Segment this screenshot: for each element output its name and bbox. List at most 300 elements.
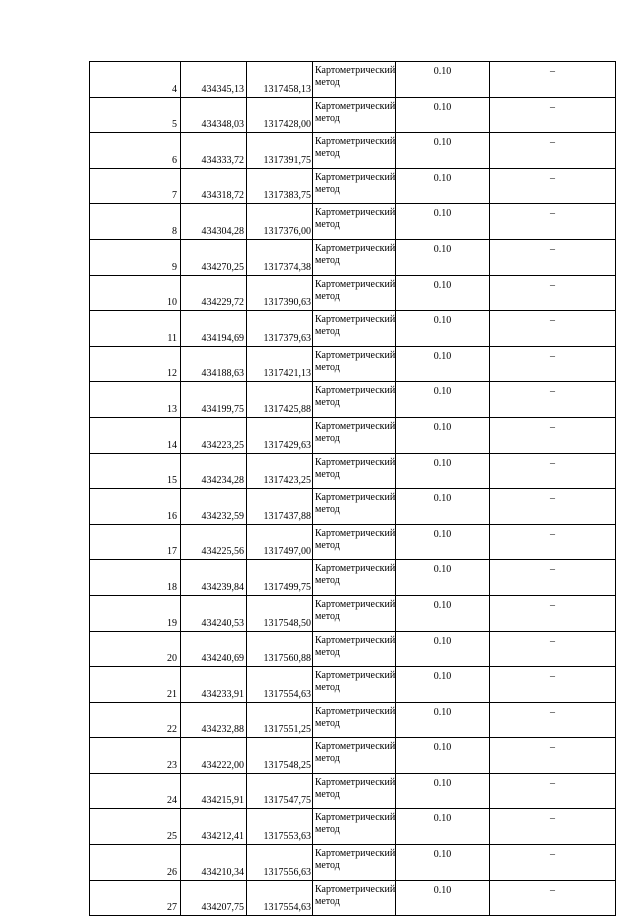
description-text: – xyxy=(550,101,555,113)
accuracy-cell xyxy=(396,239,490,275)
accuracy-text: 0.10 xyxy=(433,849,452,861)
x-coordinate-cell xyxy=(181,204,247,240)
method-cell xyxy=(313,738,396,774)
method-text: Картометрический метод xyxy=(315,848,396,872)
accuracy-text: 0.10 xyxy=(433,457,452,469)
coordinates-table-body xyxy=(90,62,616,916)
point-number-text: 11 xyxy=(167,332,177,344)
y-coordinate-text: 1317499,75 xyxy=(263,581,311,593)
method-cell xyxy=(313,702,396,738)
description-cell xyxy=(490,133,616,169)
accuracy-text: 0.10 xyxy=(433,208,452,220)
table-row xyxy=(90,97,616,133)
accuracy-text: 0.10 xyxy=(433,528,452,540)
accuracy-cell xyxy=(396,880,490,916)
point-number-cell xyxy=(90,809,181,845)
point-number-cell xyxy=(90,595,181,631)
point-number-text: 21 xyxy=(167,688,177,700)
y-coordinate-cell xyxy=(247,382,313,418)
point-number-cell xyxy=(90,845,181,881)
accuracy-cell xyxy=(396,275,490,311)
x-coordinate-cell xyxy=(181,346,247,382)
y-coordinate-cell xyxy=(247,560,313,596)
method-cell xyxy=(313,880,396,916)
y-coordinate-cell xyxy=(247,311,313,347)
x-coordinate-text: 434207,75 xyxy=(201,902,244,914)
point-number-text: 9 xyxy=(172,261,177,273)
accuracy-text: 0.10 xyxy=(433,315,452,327)
method-text: Картометрический метод xyxy=(315,812,396,836)
x-coordinate-cell xyxy=(181,631,247,667)
y-coordinate-cell xyxy=(247,275,313,311)
y-coordinate-cell xyxy=(247,97,313,133)
y-coordinate-cell xyxy=(247,133,313,169)
y-coordinate-cell xyxy=(247,809,313,845)
method-text: Картометрический метод xyxy=(315,492,396,516)
point-number-cell xyxy=(90,453,181,489)
x-coordinate-cell xyxy=(181,453,247,489)
point-number-cell xyxy=(90,62,181,98)
point-number-cell xyxy=(90,417,181,453)
description-text: – xyxy=(550,599,555,611)
point-number-cell xyxy=(90,346,181,382)
y-coordinate-text: 1317551,25 xyxy=(263,724,311,736)
x-coordinate-text: 434345,13 xyxy=(201,83,244,95)
table-row xyxy=(90,239,616,275)
x-coordinate-cell xyxy=(181,489,247,525)
y-coordinate-cell xyxy=(247,702,313,738)
description-cell xyxy=(490,738,616,774)
x-coordinate-text: 434223,25 xyxy=(201,439,244,451)
method-cell xyxy=(313,809,396,845)
point-number-cell xyxy=(90,275,181,311)
point-number-text: 18 xyxy=(167,581,177,593)
accuracy-cell xyxy=(396,62,490,98)
point-number-text: 14 xyxy=(167,439,177,451)
y-coordinate-cell xyxy=(247,773,313,809)
accuracy-cell xyxy=(396,631,490,667)
method-text: Картометрический метод xyxy=(315,242,396,266)
accuracy-text: 0.10 xyxy=(433,599,452,611)
description-cell xyxy=(490,239,616,275)
y-coordinate-text: 1317548,25 xyxy=(263,759,311,771)
point-number-text: 23 xyxy=(167,759,177,771)
description-text: – xyxy=(550,635,555,647)
point-number-text: 16 xyxy=(167,510,177,522)
accuracy-cell xyxy=(396,97,490,133)
method-text: Картометрический метод xyxy=(315,349,396,373)
accuracy-cell xyxy=(396,773,490,809)
accuracy-cell xyxy=(396,809,490,845)
y-coordinate-cell xyxy=(247,880,313,916)
description-cell xyxy=(490,631,616,667)
description-text: – xyxy=(550,742,555,754)
accuracy-cell xyxy=(396,311,490,347)
point-number-cell xyxy=(90,631,181,667)
description-text: – xyxy=(550,279,555,291)
y-coordinate-text: 1317556,63 xyxy=(263,866,311,878)
x-coordinate-text: 434304,28 xyxy=(201,225,244,237)
method-text: Картометрический метод xyxy=(315,634,396,658)
y-coordinate-text: 1317497,00 xyxy=(263,546,311,558)
description-text: – xyxy=(550,172,555,184)
accuracy-text: 0.10 xyxy=(433,172,452,184)
x-coordinate-text: 434188,63 xyxy=(201,368,244,380)
method-cell xyxy=(313,62,396,98)
point-number-text: 19 xyxy=(167,617,177,629)
x-coordinate-text: 434348,03 xyxy=(201,119,244,131)
point-number-cell xyxy=(90,880,181,916)
accuracy-cell xyxy=(396,204,490,240)
description-text: – xyxy=(550,66,555,77)
x-coordinate-cell xyxy=(181,595,247,631)
method-text: Картометрический метод xyxy=(315,883,396,907)
table-row xyxy=(90,595,616,631)
accuracy-text: 0.10 xyxy=(433,137,452,149)
description-text: – xyxy=(550,350,555,362)
description-text: – xyxy=(550,564,555,576)
description-cell xyxy=(490,595,616,631)
accuracy-cell xyxy=(396,524,490,560)
point-number-cell xyxy=(90,133,181,169)
method-cell xyxy=(313,204,396,240)
method-text: Картометрический метод xyxy=(315,563,396,587)
table-row xyxy=(90,62,616,98)
y-coordinate-text: 1317554,63 xyxy=(263,902,311,914)
accuracy-cell xyxy=(396,417,490,453)
table-row xyxy=(90,773,616,809)
x-coordinate-cell xyxy=(181,62,247,98)
accuracy-text: 0.10 xyxy=(433,813,452,825)
y-coordinate-text: 1317560,88 xyxy=(263,653,311,665)
accuracy-text: 0.10 xyxy=(433,279,452,291)
description-text: – xyxy=(550,777,555,789)
point-number-cell xyxy=(90,702,181,738)
accuracy-cell xyxy=(396,738,490,774)
description-text: – xyxy=(550,528,555,540)
x-coordinate-text: 434232,88 xyxy=(201,724,244,736)
x-coordinate-cell xyxy=(181,417,247,453)
table-row xyxy=(90,631,616,667)
x-coordinate-cell xyxy=(181,560,247,596)
table-row xyxy=(90,809,616,845)
description-text: – xyxy=(550,208,555,220)
y-coordinate-text: 1317425,88 xyxy=(263,403,311,415)
accuracy-cell xyxy=(396,595,490,631)
y-coordinate-text: 1317548,50 xyxy=(263,617,311,629)
point-number-text: 26 xyxy=(167,866,177,878)
method-text: Картометрический метод xyxy=(315,100,396,124)
method-cell xyxy=(313,275,396,311)
point-number-text: 25 xyxy=(167,831,177,843)
method-text: Картометрический метод xyxy=(315,598,396,622)
x-coordinate-text: 434229,72 xyxy=(201,297,244,309)
point-number-text: 22 xyxy=(167,724,177,736)
method-cell xyxy=(313,417,396,453)
point-number-text: 24 xyxy=(167,795,177,807)
accuracy-cell xyxy=(396,168,490,204)
method-cell xyxy=(313,239,396,275)
x-coordinate-text: 434210,34 xyxy=(201,866,244,878)
table-row xyxy=(90,524,616,560)
y-coordinate-cell xyxy=(247,239,313,275)
description-cell xyxy=(490,346,616,382)
description-cell xyxy=(490,524,616,560)
y-coordinate-text: 1317374,38 xyxy=(263,261,311,273)
method-text: Картометрический метод xyxy=(315,527,396,551)
method-cell xyxy=(313,168,396,204)
point-number-cell xyxy=(90,489,181,525)
point-number-text: 6 xyxy=(172,154,177,166)
method-cell xyxy=(313,845,396,881)
accuracy-text: 0.10 xyxy=(433,635,452,647)
description-cell xyxy=(490,560,616,596)
x-coordinate-cell xyxy=(181,738,247,774)
description-cell xyxy=(490,453,616,489)
x-coordinate-text: 434270,25 xyxy=(201,261,244,273)
description-cell xyxy=(490,845,616,881)
method-cell xyxy=(313,667,396,703)
method-text: Картометрический метод xyxy=(315,705,396,729)
description-cell xyxy=(490,311,616,347)
table-row xyxy=(90,880,616,916)
x-coordinate-text: 434233,91 xyxy=(201,688,244,700)
method-text: Картометрический метод xyxy=(315,385,396,409)
method-cell xyxy=(313,382,396,418)
point-number-cell xyxy=(90,524,181,560)
y-coordinate-text: 1317391,75 xyxy=(263,154,311,166)
point-number-text: 12 xyxy=(167,368,177,380)
accuracy-text: 0.10 xyxy=(433,386,452,398)
y-coordinate-cell xyxy=(247,845,313,881)
point-number-text: 5 xyxy=(172,119,177,131)
method-cell xyxy=(313,773,396,809)
x-coordinate-cell xyxy=(181,667,247,703)
x-coordinate-cell xyxy=(181,880,247,916)
method-cell xyxy=(313,595,396,631)
description-cell xyxy=(490,97,616,133)
table-row xyxy=(90,204,616,240)
method-text: Картометрический метод xyxy=(315,278,396,302)
y-coordinate-cell xyxy=(247,62,313,98)
x-coordinate-cell xyxy=(181,809,247,845)
description-text: – xyxy=(550,386,555,398)
accuracy-cell xyxy=(396,346,490,382)
method-cell xyxy=(313,453,396,489)
point-number-text: 20 xyxy=(167,653,177,665)
y-coordinate-text: 1317458,13 xyxy=(263,83,311,95)
description-text: – xyxy=(550,315,555,327)
point-number-text: 8 xyxy=(172,225,177,237)
point-number-text: 17 xyxy=(167,546,177,558)
accuracy-text: 0.10 xyxy=(433,493,452,505)
method-text: Картометрический метод xyxy=(315,420,396,444)
accuracy-text: 0.10 xyxy=(433,243,452,255)
description-cell xyxy=(490,417,616,453)
point-number-text: 13 xyxy=(167,403,177,415)
accuracy-text: 0.10 xyxy=(433,777,452,789)
y-coordinate-text: 1317376,00 xyxy=(263,225,311,237)
y-coordinate-text: 1317428,00 xyxy=(263,119,311,131)
table-row xyxy=(90,382,616,418)
x-coordinate-text: 434215,91 xyxy=(201,795,244,807)
y-coordinate-text: 1317379,63 xyxy=(263,332,311,344)
accuracy-cell xyxy=(396,489,490,525)
y-coordinate-cell xyxy=(247,524,313,560)
x-coordinate-text: 434239,84 xyxy=(201,581,244,593)
description-text: – xyxy=(550,671,555,683)
accuracy-text: 0.10 xyxy=(433,564,452,576)
y-coordinate-cell xyxy=(247,667,313,703)
x-coordinate-cell xyxy=(181,524,247,560)
x-coordinate-text: 434194,69 xyxy=(201,332,244,344)
point-number-cell xyxy=(90,667,181,703)
x-coordinate-text: 434240,53 xyxy=(201,617,244,629)
accuracy-text: 0.10 xyxy=(433,66,452,77)
x-coordinate-text: 434199,75 xyxy=(201,403,244,415)
description-cell xyxy=(490,809,616,845)
description-text: – xyxy=(550,137,555,149)
y-coordinate-cell xyxy=(247,631,313,667)
point-number-cell xyxy=(90,560,181,596)
accuracy-text: 0.10 xyxy=(433,742,452,754)
table-row xyxy=(90,738,616,774)
method-cell xyxy=(313,311,396,347)
point-number-text: 7 xyxy=(172,190,177,202)
point-number-text: 27 xyxy=(167,902,177,914)
accuracy-text: 0.10 xyxy=(433,421,452,433)
description-cell xyxy=(490,880,616,916)
y-coordinate-text: 1317390,63 xyxy=(263,297,311,309)
accuracy-text: 0.10 xyxy=(433,350,452,362)
description-text: – xyxy=(550,243,555,255)
x-coordinate-text: 434234,28 xyxy=(201,475,244,487)
y-coordinate-text: 1317553,63 xyxy=(263,831,311,843)
description-cell xyxy=(490,667,616,703)
point-number-cell xyxy=(90,382,181,418)
table-row xyxy=(90,560,616,596)
description-text: – xyxy=(550,849,555,861)
description-cell xyxy=(490,168,616,204)
y-coordinate-cell xyxy=(247,489,313,525)
method-text: Картометрический метод xyxy=(315,741,396,765)
accuracy-text: 0.10 xyxy=(433,671,452,683)
method-cell xyxy=(313,97,396,133)
point-number-cell xyxy=(90,311,181,347)
y-coordinate-text: 1317437,88 xyxy=(263,510,311,522)
method-text: Картометрический метод xyxy=(315,670,396,694)
table-row xyxy=(90,702,616,738)
method-cell xyxy=(313,524,396,560)
point-number-text: 4 xyxy=(172,83,177,95)
accuracy-cell xyxy=(396,560,490,596)
method-text: Картометрический метод xyxy=(315,314,396,338)
x-coordinate-cell xyxy=(181,845,247,881)
description-cell xyxy=(490,702,616,738)
table-row xyxy=(90,667,616,703)
x-coordinate-text: 434212,41 xyxy=(201,831,244,843)
method-text: Картометрический метод xyxy=(315,776,396,800)
x-coordinate-cell xyxy=(181,382,247,418)
accuracy-text: 0.10 xyxy=(433,706,452,718)
table-row xyxy=(90,453,616,489)
point-number-cell xyxy=(90,738,181,774)
x-coordinate-text: 434222,00 xyxy=(201,759,244,771)
point-number-cell xyxy=(90,773,181,809)
accuracy-cell xyxy=(396,845,490,881)
method-cell xyxy=(313,560,396,596)
x-coordinate-cell xyxy=(181,239,247,275)
description-cell xyxy=(490,275,616,311)
description-cell xyxy=(490,204,616,240)
y-coordinate-text: 1317423,25 xyxy=(263,475,311,487)
accuracy-cell xyxy=(396,133,490,169)
table-row xyxy=(90,275,616,311)
table-row xyxy=(90,346,616,382)
x-coordinate-cell xyxy=(181,275,247,311)
coordinates-table xyxy=(89,61,616,916)
y-coordinate-cell xyxy=(247,204,313,240)
x-coordinate-cell xyxy=(181,133,247,169)
accuracy-cell xyxy=(396,667,490,703)
method-text: Картометрический метод xyxy=(315,456,396,480)
method-text: Картометрический метод xyxy=(315,207,396,231)
table-row xyxy=(90,489,616,525)
accuracy-text: 0.10 xyxy=(433,101,452,113)
description-text: – xyxy=(550,457,555,469)
x-coordinate-text: 434318,72 xyxy=(201,190,244,202)
method-cell xyxy=(313,346,396,382)
x-coordinate-cell xyxy=(181,97,247,133)
point-number-cell xyxy=(90,168,181,204)
x-coordinate-text: 434232,59 xyxy=(201,510,244,522)
description-text: – xyxy=(550,813,555,825)
description-cell xyxy=(490,382,616,418)
y-coordinate-cell xyxy=(247,453,313,489)
table-row xyxy=(90,168,616,204)
x-coordinate-cell xyxy=(181,773,247,809)
point-number-cell xyxy=(90,204,181,240)
point-number-cell xyxy=(90,97,181,133)
x-coordinate-text: 434240,69 xyxy=(201,653,244,665)
y-coordinate-text: 1317383,75 xyxy=(263,190,311,202)
table-row xyxy=(90,845,616,881)
method-cell xyxy=(313,489,396,525)
table-row xyxy=(90,311,616,347)
table-row xyxy=(90,133,616,169)
y-coordinate-cell xyxy=(247,168,313,204)
y-coordinate-cell xyxy=(247,346,313,382)
description-cell xyxy=(490,489,616,525)
y-coordinate-cell xyxy=(247,417,313,453)
method-text: Картометрический метод xyxy=(315,171,396,195)
description-cell xyxy=(490,773,616,809)
accuracy-cell xyxy=(396,702,490,738)
accuracy-cell xyxy=(396,382,490,418)
point-number-text: 10 xyxy=(167,297,177,309)
point-number-text: 15 xyxy=(167,475,177,487)
description-text: – xyxy=(550,706,555,718)
y-coordinate-text: 1317547,75 xyxy=(263,795,311,807)
table-row xyxy=(90,417,616,453)
description-text: – xyxy=(550,421,555,433)
accuracy-text: 0.10 xyxy=(433,884,452,896)
y-coordinate-text: 1317429,63 xyxy=(263,439,311,451)
x-coordinate-cell xyxy=(181,168,247,204)
y-coordinate-text: 1317421,13 xyxy=(263,368,311,380)
x-coordinate-cell xyxy=(181,702,247,738)
description-text: – xyxy=(550,493,555,505)
